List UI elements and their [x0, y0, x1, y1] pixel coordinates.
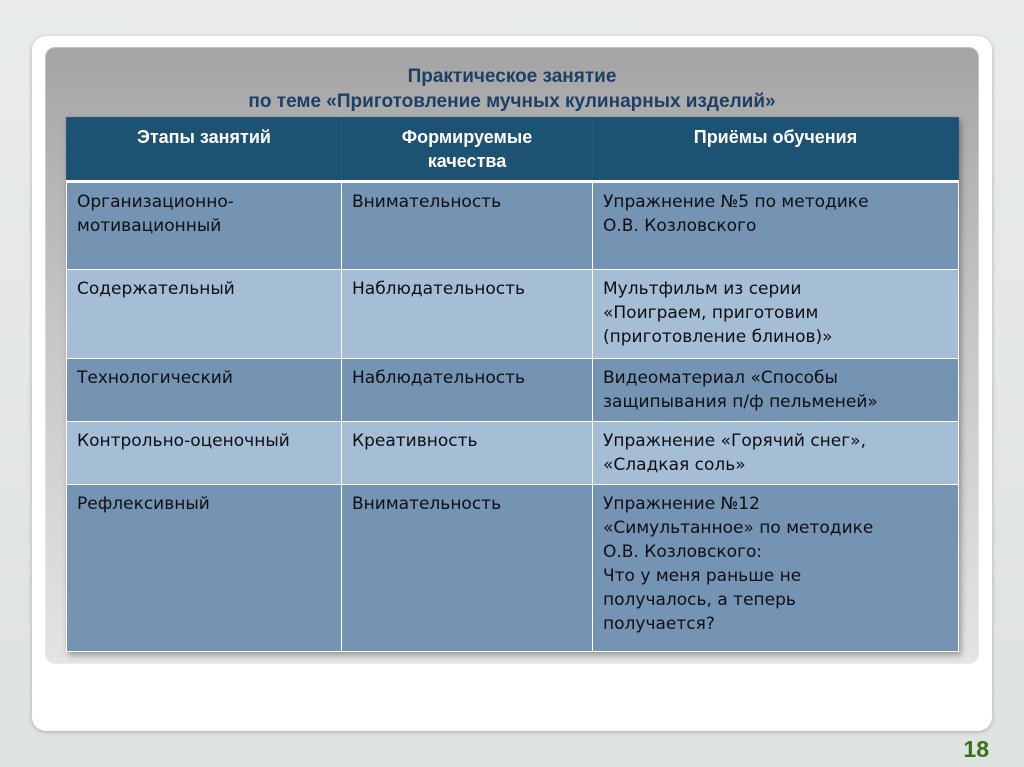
cell-line: получается?	[603, 614, 715, 634]
cell-line: Рефлексивный	[77, 494, 210, 514]
slide-title	[45, 64, 979, 114]
header-methods	[593, 118, 959, 182]
method-cell	[593, 422, 959, 485]
cell-line: (приготовление блинов)»	[603, 327, 833, 347]
cell-line: Контрольно-оценочный	[77, 431, 290, 451]
slide-title-line-1: Практическое занятие	[407, 66, 617, 87]
slide-title-line-2: по теме «Приготовление мучных кулинарных изделий»	[248, 91, 776, 112]
cell-line: мотивационный	[77, 216, 222, 236]
header-stages-line: Этапы занятий	[137, 127, 271, 147]
cell-line: «Поиграем, приготовим	[603, 303, 819, 323]
cell-line: О.В. Козловского	[603, 216, 757, 236]
method-cell	[593, 270, 959, 359]
stage-cell	[67, 182, 342, 270]
stage-cell	[67, 422, 342, 485]
quality-cell	[342, 359, 593, 422]
cell-line: «Симультанное» по методике	[603, 518, 874, 538]
quality-cell	[342, 422, 593, 485]
cell-line: Упражнение «Горячий снег»,	[603, 431, 866, 451]
stage-cell	[67, 359, 342, 422]
cell-line: О.В. Козловского:	[603, 542, 763, 562]
slide-number: 18	[963, 736, 989, 762]
header-methods-line: Приёмы обучения	[693, 127, 858, 147]
cell-line: Внимательность	[352, 494, 502, 514]
quality-cell	[342, 270, 593, 359]
method-cell	[593, 485, 959, 652]
quality-cell	[342, 182, 593, 270]
cell-line: Видеоматериал «Способы	[603, 368, 838, 388]
stage-cell	[67, 485, 342, 652]
cell-line: Упражнение №12	[603, 494, 760, 514]
cell-line: Наблюдательность	[352, 368, 526, 388]
lesson-table	[66, 117, 959, 652]
cell-line: получалось, а теперь	[603, 590, 796, 610]
stage-cell	[67, 270, 342, 359]
table-row	[67, 422, 959, 485]
cell-line: Содержательный	[77, 279, 235, 299]
cell-line: Внимательность	[352, 192, 502, 212]
cell-line: защипывания п/ф пельменей»	[603, 392, 878, 412]
cell-line: Наблюдательность	[352, 279, 526, 299]
cell-line: Креативность	[352, 431, 478, 451]
cell-line: Мультфильм из серии	[603, 279, 802, 299]
cell-line: Технологический	[77, 368, 233, 388]
header-qualities-line: Формируемые	[401, 127, 533, 147]
cell-line: «Сладкая соль»	[603, 455, 746, 475]
table-header-row	[67, 118, 959, 182]
table-row	[67, 359, 959, 422]
table-row	[67, 485, 959, 652]
header-stages	[67, 118, 342, 182]
quality-cell	[342, 485, 593, 652]
header-qualities-line: качества	[427, 151, 507, 171]
table-row	[67, 182, 959, 270]
header-qualities	[342, 118, 593, 182]
cell-line: Что у меня раньше не	[603, 566, 802, 586]
table-row	[67, 270, 959, 359]
cell-line: Упражнение №5 по методике	[603, 192, 869, 212]
method-cell	[593, 182, 959, 270]
method-cell	[593, 359, 959, 422]
cell-line: Организационно-	[77, 192, 234, 212]
